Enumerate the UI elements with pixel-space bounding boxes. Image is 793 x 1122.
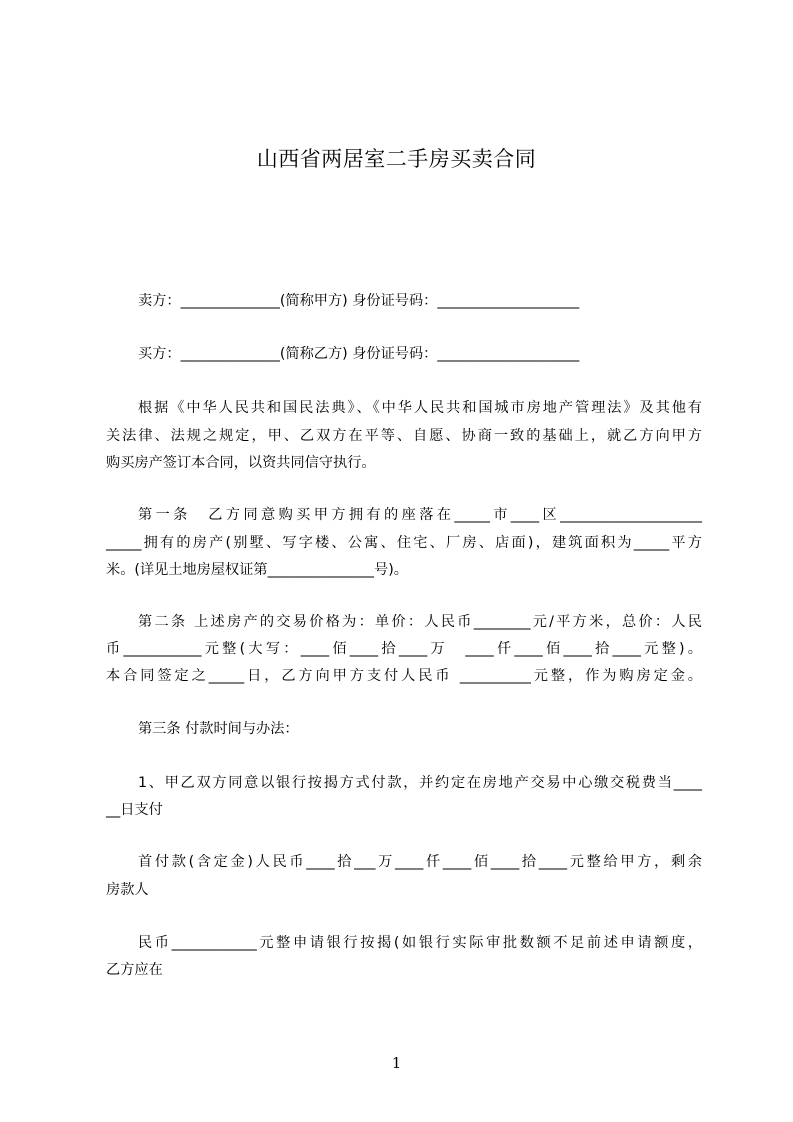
down-payment-line-2: 房款人 [106,882,149,898]
article-2-line-1: 第二条 上述房产的交易价格为：单价：人民币________元/平方米，总价：人民 [138,614,702,630]
article-1-line-1: 第一条 乙方同意购买甲方拥有的座落在_____市____区____________________ [138,507,702,523]
article-1-line-3: 米。(详见土地房屋权证第_______________号)。 [106,562,408,578]
buyer-line: 买方：______________(简称乙方) 身份证号码：____________________ [138,346,580,362]
intro-line-3: 购买房产签订本合同，以资共同信守执行。 [106,455,376,471]
loan-line-1: 民币____________元整申请银行按揭(如银行实际审批数额不足前述申请额度， [138,935,702,951]
down-payment-line-1: 首付款(含定金)人民币____拾___万____仟____佰____拾____元整给甲方，剩余 [138,854,702,870]
loan-line-2: 乙方应在 [106,962,163,978]
seller-line: 卖方：______________(简称甲方) 身份证号码：____________________ [138,293,580,309]
payment-clause-line-1: 1、甲乙双方同意以银行按揭方式付款，并约定在房地产交易中心缴交税费当____ [138,775,702,791]
article-2-line-3: 本合同签定之_____日，乙方向甲方支付人民币 __________元整，作为购房定金。 [106,668,702,684]
document-title: 山西省两居室二手房买卖合同 [256,147,537,171]
payment-clause-line-2: __日支付 [106,802,163,818]
page-number: 1 [391,1054,402,1072]
article-2-line-2: 币___________元整(大写：____佰____拾____万 ____仟____佰____拾____元整)。 [106,641,702,657]
article-1-line-2: _____拥有的房产(别墅、写字楼、公寓、住宅、厂房、店面)，建筑面积为_____平方 [106,535,702,551]
intro-line-2: 关法律、法规之规定，甲、乙双方在平等、自愿、协商一致的基础上，就乙方向甲方 [106,428,702,444]
intro-line-1: 根据《中华人民共和国民法典》、《中华人民共和国城市房地产管理法》及其他有 [138,400,702,416]
article-3-heading: 第三条 付款时间与办法： [138,721,299,737]
